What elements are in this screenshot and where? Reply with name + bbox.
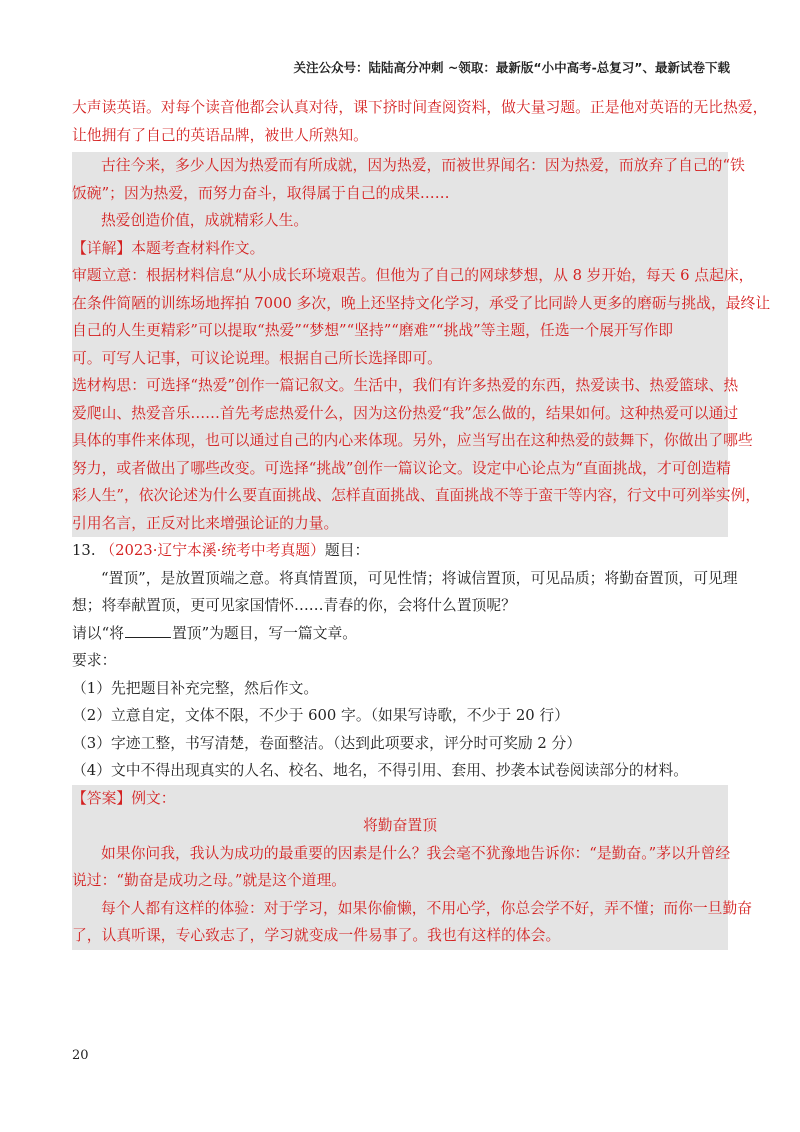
requirement-item: （3）字迹工整，书写清楚，卷面整洁。（达到此项要求，评分时可奖励 2 分） [72,734,582,752]
text-line: 自己的人生更精彩”可以提取“热爱”“梦想”“坚持”“磨难”“挑战”等主题，任选一个展开写作即 [72,322,674,339]
essay-title: 将勤奋置顶 [363,817,437,834]
header-note: 关注公众号：陆陆高分冲刺 ~领取：最新版“小中高考-总复习”、最新试卷下载 [293,60,730,75]
requirement-item: （2）立意自定，文体不限，不少于 600 字。（如果写诗歌，不少于 20 行） [72,707,570,724]
text-line: 审题立意：根据材料信息“从小成长环境艰苦。但他为了自己的网球梦想，从 8 岁开始，每天 6 点起床， [72,267,754,284]
question-source: （2023·辽宁本溪·统考中考真题） [100,542,325,559]
text-line: 说过：“勤奋是成功之母。”就是这个道理。 [72,872,347,889]
text-line: 古往今来，多少人因为热爱而有所成就，因为热爱，而被世界闻名：因为热爱，而放弃了自己的“铁 [101,157,745,174]
text-line: 每个人都有这样的体验：对于学习，如果你偷懒，不用心学，你总会学不好，弄不懂；而你一旦勤奋 [101,899,753,917]
prev-essay-block [72,94,768,149]
instruction-post: 置顶”为题目，写一篇文章。 [171,624,358,642]
page-content [72,94,771,950]
text-line: 大声读英语。对每个读音他都会认真对待，课下挤时间查阅资料，做大量习题。正是他对英语的无比热爱， [72,99,768,116]
shaded-answer-block [72,785,753,950]
text-line: 在条件简陋的训练场地挥拍 7000 多次，晚上还坚持文化学习，承受了比同龄人更多的磨砺与挑战，最终让 [72,294,771,312]
text-line: 爱爬山、热爱音乐……首先考虑热爱什么，因为这份热爱“我”怎么做的，结果如何。这种热爱可以通过 [72,404,739,422]
instruction-pre: 请以“将 [72,624,124,642]
text-line: 让他拥有了自己的英语品牌，被世人所熟知。 [72,126,368,144]
detail-label: 【详解】 [72,239,132,257]
answer-heading [72,785,728,813]
detail-line [72,235,728,263]
detail-text: 本题考查材料作文。 [131,239,265,257]
text-line: 饭碗”；因为热爱，而努力奋斗，取得属于自己的成果…… [72,184,450,202]
requirements-label: 要求： [72,652,117,669]
text-line: 如果你问我，我认为成功的最重要的因素是什么？我会毫不犹豫地告诉你：“是勤奋。”茅以升曾经 [101,844,731,862]
instruction-line [72,620,728,648]
answer-text: 例文： [131,789,176,807]
page-number: 20 [72,1048,89,1063]
shaded-answer-block [72,152,771,537]
text-line: 引用名言，正反对比来增强论证的力量。 [72,514,339,532]
text-line: 选材构思：可选择“热爱”创作一篇记叙文。生活中，我们有许多热爱的东西，热爱读书、热爱篮球、热 [72,377,739,394]
text-line: 可。可写人记事，可议论说理。根据自己所长选择即可。 [72,349,442,367]
prompt-line: “置顶”，是放置顶端之意。将真情置顶，可见性情；将诚信置顶，可见品质；将勤奋置顶，可见理 [101,569,738,587]
requirement-item: （1）先把题目补充完整，然后作文。 [72,679,319,697]
prompt-line: 想；将奉献置顶，更可见家国情怀……青春的你，会将什么置顶呢？ [72,597,516,614]
text-line: 热爱创造价值，成就精彩人生。 [101,212,309,229]
text-line: 了，认真听课，专心致志了，学习就变成一件易事了。我也有这样的体会。 [72,927,561,944]
text-line: 努力，或者做出了哪些改变。可选择“挑战”创作一篇议论文。设定中心论点为“直面挑战，才可创造精 [72,459,731,477]
title-blank [125,623,171,638]
text-line: 具体的事件来体现，也可以通过自己的内心来体现。另外，应当写出在这种热爱的鼓舞下，你做出了哪些 [72,432,753,449]
text-line: 彩人生”，依次论述为什么要直面挑战、怎样直面挑战、直面挑战不等于蛮干等内容，行文中可列举实例， [72,487,761,504]
question-heading [72,537,728,565]
question-number: 13. [72,542,96,559]
requirement-item: （4）文中不得出现真实的人名、校名、地名，不得引用、套用、抄袭本试卷阅读部分的材料。 [72,762,689,779]
question-label: 题目： [324,542,370,559]
answer-label: 【答案】 [72,789,132,807]
